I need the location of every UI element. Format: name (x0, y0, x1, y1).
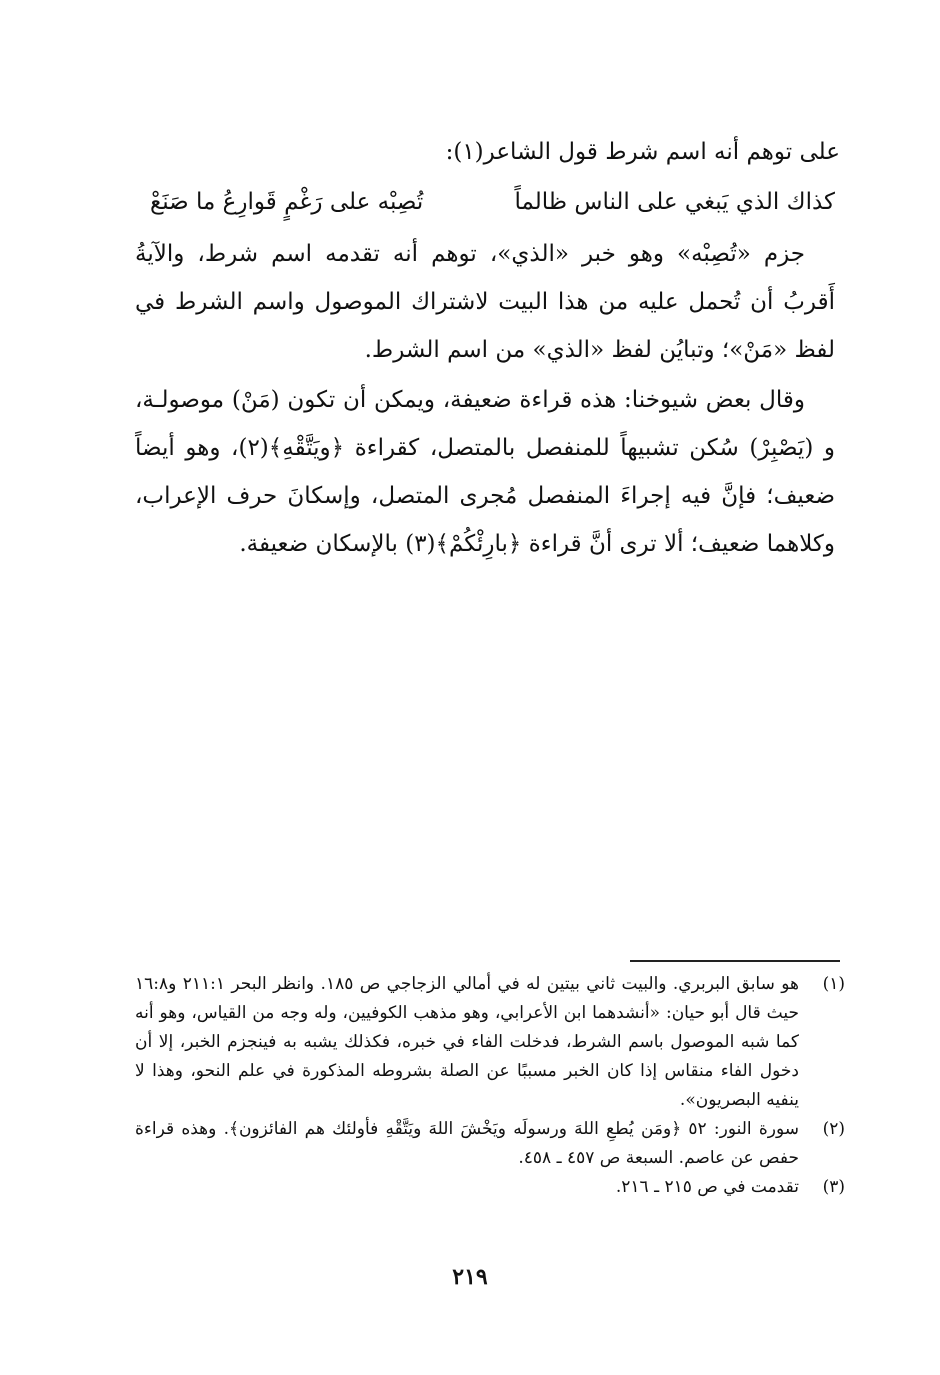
body-paragraph (135, 376, 835, 568)
footnote (135, 1173, 845, 1202)
intro-line: على توهم أنه اسم شرط قول الشاعر(١): (445, 139, 840, 165)
footnote-text: سورة النور: ٥٢ ﴿ومَن يُطعِ اللهَ ورسولَه ويَخْشَ اللهَ ويَتَّقْهِ فأولئك هم الفائزون﴾. وهذه قراءة حفص عن عاصم. السبعة ص ٤٥٧ ـ ٤٥٨. (135, 1119, 800, 1168)
footnote-text: تقدمت في ص ٢١٥ ـ ٢١٦. (615, 1177, 799, 1197)
footnotes (135, 970, 845, 1202)
body-paragraph (135, 230, 835, 374)
verse-first-hemistich: كذاك الذي يَبغي على الناس ظالماً (514, 189, 835, 215)
verse-second-hemistich: تُصِبْه على رَغْمٍ قَوارِعُ ما صَنَعْ (150, 189, 424, 215)
body-paragraph-text: وقال بعض شيوخنا: هذه قراءة ضعيفة، ويمكن أن تكون (مَنْ) موصولـة، و (يَصْبِرْ) سُكن تشبيهاً للمنفصل بالمتصل، كقراءة ﴿ويَتَّقْهِ﴾(٢)، وهو أيضاً ضعيف؛ فإنَّ فيه إجراءَ المنفصل مُجرى المتصل، وإسكانَ حرف الإعراب، وكلاهما ضعيف؛ ألا ترى أنَّ قراءة ﴿بارِئْكُمْ﴾(٣) بالإسكان ضعيفة. (135, 387, 835, 557)
poem-verse (150, 180, 835, 224)
body-paragraph-text: جزم «تُصِبْه» وهو خبر «الذي»، توهم أنه تقدمه اسم شرط، والآيةُ أَقربُ أن تُحمل عليه من هذا البيت لاشتراك الموصول واسم الشرط في لفظ «مَنْ»؛ وتبايُن لفظ «الذي» من اسم الشرط. (135, 241, 835, 363)
page-number: ٢١٩ (452, 1264, 488, 1290)
footnote (135, 1115, 845, 1173)
footnote-number: (٣) (822, 1177, 845, 1197)
footnote-separator (630, 960, 840, 962)
footnote (135, 970, 845, 1115)
footnote-number: (١) (822, 974, 845, 994)
footnote-text: هو سابق البربري. والبيت ثاني بيتين له في أمالي الزجاجي ص ١٨٥. وانظر البحر ٢١١:١ و١٦:٨ حيث قال أبو حيان: «أنشدهما ابن الأعرابي، وهو مذهب الكوفيين، وله وجه من القياس، وهو أنه كما شبه الموصول باسم الشرط، فدخلت الفاء في خبره، فكذلك يشبه به فينجزم الخبر، إلا أن دخول الفاء منقاس إذا كان الخبر مسببًا عن الصلة بشروطه المذكورة في علم النحو، وهذا لا ينفيه البصريون». (135, 974, 799, 1110)
footnote-number: (٢) (822, 1119, 845, 1139)
